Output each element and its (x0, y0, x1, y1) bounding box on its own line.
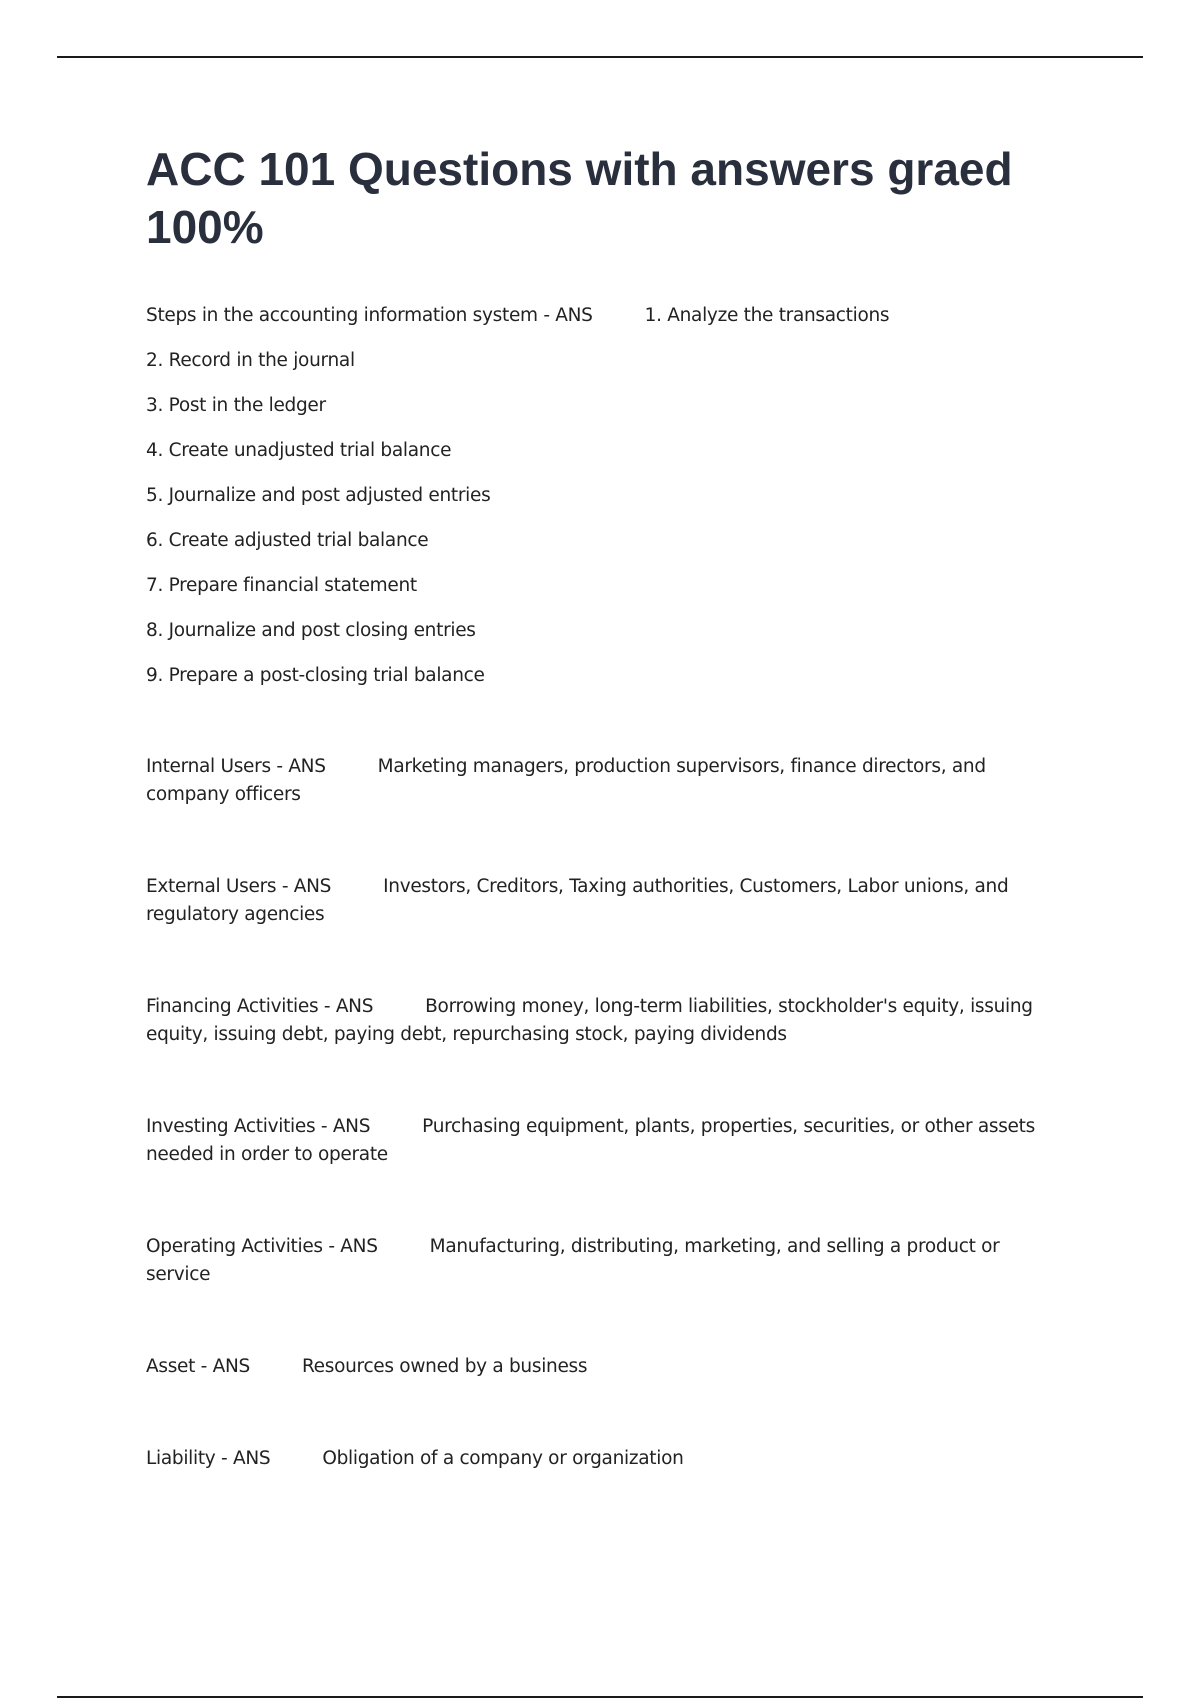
bottom-divider (57, 1696, 1143, 1698)
list-item: 7. Prepare financial statement (146, 575, 417, 596)
list-item: 4. Create unadjusted trial balance (146, 440, 452, 461)
qa-item-steps (146, 302, 1066, 330)
question-text: Financing Activities - ANS (146, 996, 374, 1017)
qa-item-external-users (146, 873, 1066, 929)
qa-item-internal-users (146, 753, 1066, 809)
answer-text: Marketing managers, production supervisors, finance directors, and company officers (146, 756, 986, 805)
answer-text: Purchasing equipment, plants, properties, securities, or other assets needed in order to operate (146, 1116, 1035, 1165)
top-divider (57, 56, 1143, 58)
list-item: 5. Journalize and post adjusted entries (146, 485, 491, 506)
answer-text: 1. Analyze the transactions (644, 305, 890, 326)
answer-text: Resources owned by a business (301, 1356, 588, 1377)
list-item: 6. Create adjusted trial balance (146, 530, 429, 551)
qa-item-investing-activities (146, 1113, 1066, 1169)
question-text: External Users - ANS (146, 876, 332, 897)
qa-item-operating-activities (146, 1233, 1066, 1289)
answer-text: Manufacturing, distributing, marketing, and selling a product or service (146, 1236, 1000, 1285)
question-text: Liability - ANS (146, 1448, 271, 1469)
answer-text: Obligation of a company or organization (322, 1448, 684, 1469)
steps-list (146, 347, 1066, 690)
answer-text: Investors, Creditors, Taxing authorities, Customers, Labor unions, and regulatory agencies (146, 876, 1009, 925)
question-text: Internal Users - ANS (146, 756, 326, 777)
qa-list (146, 302, 1066, 1473)
question-text: Investing Activities - ANS (146, 1116, 371, 1137)
qa-item-liability (146, 1445, 1066, 1473)
qa-item-financing-activities (146, 993, 1066, 1049)
question-text: Asset - ANS (146, 1356, 250, 1377)
list-item: 9. Prepare a post-closing trial balance (146, 665, 485, 686)
question-text: Operating Activities - ANS (146, 1236, 378, 1257)
answer-text: Borrowing money, long-term liabilities, stockholder's equity, issuing equity, issuing debt, paying debt, repurchasing stock, paying dividends (146, 996, 1033, 1045)
list-item: 2. Record in the journal (146, 350, 355, 371)
list-item: 8. Journalize and post closing entries (146, 620, 476, 641)
list-item: 3. Post in the ledger (146, 395, 326, 416)
document-title: ACC 101 Questions with answers graed 100% (146, 143, 1013, 253)
document-page (146, 140, 1066, 1473)
question-text: Steps in the accounting information system - ANS (146, 305, 593, 326)
qa-item-asset (146, 1353, 1066, 1381)
